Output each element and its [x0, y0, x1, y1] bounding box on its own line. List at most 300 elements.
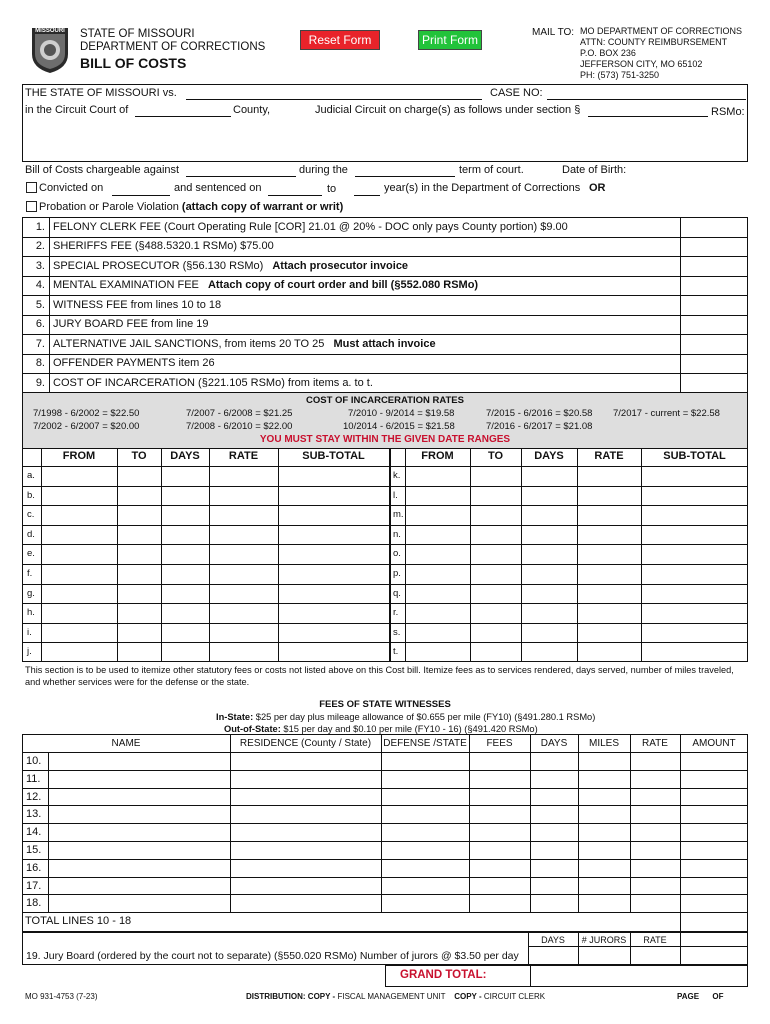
state-vs-label: THE STATE OF MISSOURI vs.	[25, 87, 177, 99]
jury-line-19: 19. Jury Board (ordered by the court not to separate) (§550.020 RSMo) Number of jurors @ $3.50 per day	[26, 950, 519, 962]
inc-cell-field[interactable]	[279, 624, 388, 642]
inc-col-header: SUB-TOTAL	[663, 450, 726, 462]
inc-cell-field[interactable]	[162, 506, 208, 524]
copy-label-2: COPY -	[454, 992, 482, 1001]
fee-item-label	[50, 357, 215, 369]
witness-cell-field[interactable]	[631, 806, 679, 822]
inc-cell-field[interactable]	[210, 506, 277, 524]
inc-cell-field[interactable]	[406, 643, 469, 661]
probation-row	[26, 201, 343, 213]
inc-cell-field[interactable]	[210, 585, 277, 603]
witness-cell-field[interactable]	[531, 753, 577, 769]
grand-total-field[interactable]	[532, 966, 747, 986]
jury-jurors-field[interactable]	[579, 947, 629, 964]
witness-cell-field[interactable]	[531, 806, 577, 822]
fee-item-row	[24, 237, 681, 257]
inc-row-letter: n.	[393, 528, 401, 540]
witness-cell-field[interactable]	[49, 895, 229, 911]
inc-cell-field[interactable]	[118, 467, 160, 485]
fee-item-note: Attach copy of court order and bill (§552.080 RSMo)	[207, 279, 479, 292]
inc-cell-field[interactable]	[162, 487, 208, 505]
inc-cell-field[interactable]	[471, 604, 520, 622]
inc-cell-field[interactable]	[162, 624, 208, 642]
fiscal-unit: FISCAL MANAGEMENT UNIT	[337, 992, 446, 1001]
witness-row-number: 12.	[26, 790, 42, 803]
witness-cell-field[interactable]	[49, 806, 229, 822]
mail-to-label: MAIL TO:	[532, 27, 575, 38]
witness-cell-field[interactable]	[49, 824, 229, 840]
inc-cell-field[interactable]	[642, 624, 747, 642]
rate-4: 7/2008 - 6/2010 = $22.00	[186, 421, 293, 432]
outstate-text: $15 per day and $0.10 per mile (FY10 - 16) (§491.420 RSMo)	[283, 724, 538, 734]
term-label: term of court.	[459, 164, 524, 176]
witness-cell-field[interactable]	[382, 860, 468, 876]
rate-3: 7/2007 - 6/2008 = $21.25	[186, 408, 293, 419]
print-form-button[interactable]: Print Form	[418, 30, 482, 50]
form-number: MO 931-4753 (7-23)	[25, 992, 98, 1001]
rsmo-label: RSMo:	[711, 106, 745, 118]
probation-checkbox[interactable]	[26, 201, 37, 212]
instate-line	[216, 712, 595, 722]
inc-cell-field[interactable]	[406, 604, 469, 622]
inc-cell-field[interactable]	[642, 565, 747, 583]
chargeable-field[interactable]	[186, 163, 296, 177]
witness-cell-field[interactable]	[579, 878, 629, 894]
fee-item-text: OFFENDER PAYMENTS item 26	[53, 357, 215, 370]
inc-cell-field[interactable]	[118, 526, 160, 544]
inc-row-letter: d.	[27, 528, 35, 540]
witness-row-number: 18.	[26, 897, 42, 910]
fee-item-amount-field[interactable]	[681, 374, 747, 392]
inc-col-header: TO	[487, 450, 504, 462]
witness-cell-field[interactable]	[531, 860, 577, 876]
inc-cell-field[interactable]	[118, 585, 160, 603]
sentenced-label: and sentenced on	[174, 182, 262, 194]
to-label: to	[327, 183, 337, 195]
during-label: during the	[299, 164, 348, 176]
inc-cell-field[interactable]	[642, 585, 747, 603]
witness-col-header: DAYS	[540, 738, 568, 749]
inc-cell-field[interactable]	[210, 467, 277, 485]
inc-cell-field[interactable]	[162, 604, 208, 622]
witness-cell-field[interactable]	[470, 842, 529, 858]
inc-cell-field[interactable]	[578, 526, 640, 544]
instate-label: In-State:	[216, 712, 254, 722]
witness-cell-field[interactable]	[681, 806, 747, 822]
witness-total-label: TOTAL LINES 10 - 18	[25, 915, 132, 928]
inc-cell-field[interactable]	[471, 506, 520, 524]
witness-total-field[interactable]	[681, 913, 747, 931]
inc-cell-field[interactable]	[522, 604, 576, 622]
witness-col-header: FEES	[486, 738, 513, 749]
section-field[interactable]	[588, 103, 708, 117]
inc-cell-field[interactable]	[522, 526, 576, 544]
years-label: year(s) in the Department of Corrections	[384, 182, 581, 194]
outstate-line	[224, 724, 538, 734]
inc-cell-field[interactable]	[578, 545, 640, 563]
inc-col-header: RATE	[594, 450, 624, 462]
fee-item-label	[50, 260, 408, 272]
inc-cell-field[interactable]	[522, 565, 576, 583]
inc-cell-field[interactable]	[642, 506, 747, 524]
reset-form-button[interactable]: Reset Form	[300, 30, 380, 50]
inc-cell-field[interactable]	[162, 643, 208, 661]
witness-cell-field[interactable]	[382, 789, 468, 805]
witness-row-number: 17.	[26, 879, 42, 892]
inc-col-header: FROM	[62, 450, 96, 462]
rates-title: COST OF INCARCERATION RATES	[306, 395, 464, 406]
inc-cell-field[interactable]	[42, 624, 116, 642]
witness-col-header: MILES	[588, 738, 619, 749]
witness-cell-field[interactable]	[382, 824, 468, 840]
fee-item-amount-field[interactable]	[681, 316, 747, 334]
circuit-clerk: CIRCUIT CLERK	[483, 992, 546, 1001]
header-dept: DEPARTMENT OF CORRECTIONS	[80, 41, 266, 53]
inc-cell-field[interactable]	[471, 643, 520, 661]
inc-row-letter: m.	[393, 509, 404, 521]
witness-cell-field[interactable]	[579, 860, 629, 876]
inc-cell-field[interactable]	[279, 487, 388, 505]
witness-cell-field[interactable]	[531, 824, 577, 840]
fee-item-row	[24, 295, 681, 315]
witness-cell-field[interactable]	[681, 789, 747, 805]
inc-cell-field[interactable]	[642, 526, 747, 544]
inc-col-header: TO	[131, 450, 147, 462]
inc-cell-field[interactable]	[42, 506, 116, 524]
inc-cell-field[interactable]	[118, 604, 160, 622]
witness-cell-field[interactable]	[231, 753, 380, 769]
grand-total-label: GRAND TOTAL:	[400, 969, 487, 981]
inc-cell-field[interactable]	[42, 585, 116, 603]
inc-cell-field[interactable]	[279, 604, 388, 622]
witness-cell-field[interactable]	[531, 895, 577, 911]
inc-cell-field[interactable]	[578, 643, 640, 661]
witness-cell-field[interactable]	[579, 842, 629, 858]
witness-cell-field[interactable]	[579, 771, 629, 787]
inc-cell-field[interactable]	[522, 624, 576, 642]
jury-amount-field[interactable]	[681, 933, 747, 964]
term-field[interactable]	[355, 163, 455, 177]
witness-col-header: RATE	[642, 738, 668, 749]
inc-cell-field[interactable]	[42, 467, 116, 485]
distribution	[246, 992, 545, 1001]
witness-cell-field[interactable]	[470, 753, 529, 769]
inc-cell-field[interactable]	[279, 565, 388, 583]
witness-cell-field[interactable]	[579, 789, 629, 805]
inc-cell-field[interactable]	[578, 565, 640, 583]
inc-cell-field[interactable]	[162, 467, 208, 485]
witness-col-header: RESIDENCE (County / State)	[239, 738, 372, 749]
fee-item-text: MENTAL EXAMINATION FEE	[53, 279, 199, 292]
witness-cell-field[interactable]	[579, 753, 629, 769]
inc-cell-field[interactable]	[279, 506, 388, 524]
fee-item-label	[50, 318, 208, 330]
inc-cell-field[interactable]	[522, 643, 576, 661]
inc-cell-field[interactable]	[42, 604, 116, 622]
fee-item-label	[50, 299, 221, 311]
witness-cell-field[interactable]	[631, 789, 679, 805]
inc-cell-field[interactable]	[279, 643, 388, 661]
inc-cell-field[interactable]	[118, 545, 160, 563]
fee-item-amount-field[interactable]	[681, 335, 747, 353]
inc-cell-field[interactable]	[406, 487, 469, 505]
inc-cell-field[interactable]	[471, 545, 520, 563]
inc-cell-field[interactable]	[42, 545, 116, 563]
inc-cell-field[interactable]	[522, 467, 576, 485]
inc-cell-field[interactable]	[406, 526, 469, 544]
witness-cell-field[interactable]	[470, 895, 529, 911]
inc-cell-field[interactable]	[522, 487, 576, 505]
fee-item-number: 7.	[24, 334, 50, 354]
mail-line: ATTN: COUNTY REIMBURSEMENT	[580, 37, 728, 47]
witness-cell-field[interactable]	[382, 895, 468, 911]
witness-cell-field[interactable]	[681, 842, 747, 858]
fee-item-number: 6.	[24, 315, 50, 335]
witness-cell-field[interactable]	[382, 771, 468, 787]
witness-cell-field[interactable]	[382, 806, 468, 822]
convicted-date-field[interactable]	[112, 182, 170, 196]
witness-cell-field[interactable]	[231, 895, 380, 911]
witness-cell-field[interactable]	[470, 878, 529, 894]
fee-item-amount-field[interactable]	[681, 257, 747, 275]
witness-cell-field[interactable]	[231, 771, 380, 787]
witness-cell-field[interactable]	[681, 878, 747, 894]
defendant-name-field[interactable]	[186, 86, 482, 100]
inc-cell-field[interactable]	[471, 487, 520, 505]
inc-cell-field[interactable]	[406, 545, 469, 563]
inc-cell-field[interactable]	[279, 585, 388, 603]
convicted-label: Convicted on	[39, 182, 104, 194]
witness-cell-field[interactable]	[231, 824, 380, 840]
inc-cell-field[interactable]	[279, 467, 388, 485]
witness-cell-field[interactable]	[49, 771, 229, 787]
years-field[interactable]	[354, 182, 380, 196]
witness-cell-field[interactable]	[631, 895, 679, 911]
witness-col-header: AMOUNT	[692, 738, 736, 749]
witness-cell-field[interactable]	[470, 789, 529, 805]
inc-cell-field[interactable]	[522, 585, 576, 603]
case-no-label: CASE NO:	[490, 87, 543, 99]
witness-cell-field[interactable]	[579, 824, 629, 840]
inc-cell-field[interactable]	[42, 565, 116, 583]
inc-cell-field[interactable]	[471, 585, 520, 603]
probation-label: Probation or Parole Violation	[39, 201, 179, 213]
witness-cell-field[interactable]	[49, 753, 229, 769]
witness-cell-field[interactable]	[382, 753, 468, 769]
rate-7: 7/2015 - 6/2016 = $20.58	[486, 408, 593, 419]
itemize-note: This section is to be used to itemize other statutory fees or costs not listed above on this Cost bill. Itemize fees as to services rendered, days served, number of miles traveled, and whether services were for the defense or the state.	[25, 665, 734, 687]
witness-cell-field[interactable]	[49, 789, 229, 805]
witness-cell-field[interactable]	[382, 878, 468, 894]
inc-cell-field[interactable]	[406, 506, 469, 524]
witness-cell-field[interactable]	[681, 824, 747, 840]
witness-cell-field[interactable]	[531, 878, 577, 894]
inc-cell-field[interactable]	[522, 506, 576, 524]
inc-cell-field[interactable]	[210, 545, 277, 563]
witness-cell-field[interactable]	[681, 771, 747, 787]
inc-col-header: DAYS	[170, 450, 200, 462]
county-label: County,	[233, 104, 271, 116]
inc-row-letter: b.	[27, 489, 35, 501]
inc-cell-field[interactable]	[210, 604, 277, 622]
form-title: BILL OF COSTS	[80, 55, 187, 71]
inc-col-header: FROM	[421, 450, 454, 462]
inc-row-letter: k.	[393, 470, 401, 481]
state-seal	[28, 24, 72, 74]
probation-note: (attach copy of warrant or writ)	[181, 201, 344, 213]
inc-col-header: DAYS	[534, 450, 564, 462]
witness-col-header: DEFENSE /STATE	[383, 738, 467, 749]
witness-cell-field[interactable]	[631, 771, 679, 787]
seal-text: MISSOURI	[35, 28, 65, 34]
inc-cell-field[interactable]	[642, 604, 747, 622]
fee-item-label	[50, 279, 478, 291]
witness-cell-field[interactable]	[579, 895, 629, 911]
jury-rate-header: RATE	[643, 935, 667, 945]
inc-cell-field[interactable]	[642, 467, 747, 485]
inc-cell-field[interactable]	[210, 565, 277, 583]
charges-field[interactable]	[26, 120, 744, 158]
inc-row-letter: p.	[393, 568, 401, 579]
inc-cell-field[interactable]	[406, 585, 469, 603]
inc-cell-field[interactable]	[578, 487, 640, 505]
inc-cell-field[interactable]	[118, 506, 160, 524]
inc-cell-field[interactable]	[162, 526, 208, 544]
mail-line: P.O. BOX 236	[580, 48, 636, 58]
witness-cell-field[interactable]	[681, 753, 747, 769]
inc-cell-field[interactable]	[279, 545, 388, 563]
witness-cell-field[interactable]	[631, 842, 679, 858]
inc-col-header: SUB-TOTAL	[302, 450, 365, 462]
inc-cell-field[interactable]	[210, 624, 277, 642]
inc-cell-field[interactable]	[522, 545, 576, 563]
witness-cell-field[interactable]	[231, 860, 380, 876]
judicial-label: Judicial Circuit on charge(s) as follows under section §	[315, 104, 581, 116]
outstate-label: Out-of-State:	[224, 724, 281, 734]
inc-cell-field[interactable]	[118, 487, 160, 505]
inc-cell-field[interactable]	[279, 526, 388, 544]
rate-5: 7/2010 - 9/2014 = $19.58	[348, 408, 455, 419]
mail-line: JEFFERSON CITY, MO 65102	[580, 59, 703, 69]
inc-cell-field[interactable]	[118, 565, 160, 583]
inc-cell-field[interactable]	[471, 624, 520, 642]
witness-cell-field[interactable]	[470, 771, 529, 787]
witness-cell-field[interactable]	[231, 789, 380, 805]
inc-cell-field[interactable]	[118, 643, 160, 661]
rate-1: 7/1998 - 6/2002 = $22.50	[33, 408, 140, 419]
witness-cell-field[interactable]	[579, 806, 629, 822]
rate-8: 7/2016 - 6/2017 = $21.08	[486, 421, 593, 432]
witness-cell-field[interactable]	[49, 878, 229, 894]
chargeable-label: Bill of Costs chargeable against	[25, 164, 180, 176]
inc-cell-field[interactable]	[210, 526, 277, 544]
inc-cell-field[interactable]	[642, 487, 747, 505]
witness-cell-field[interactable]	[631, 753, 679, 769]
fee-item-row	[24, 373, 681, 393]
inc-cell-field[interactable]	[578, 604, 640, 622]
witness-cell-field[interactable]	[231, 806, 380, 822]
inc-cell-field[interactable]	[406, 467, 469, 485]
inc-cell-field[interactable]	[642, 643, 747, 661]
inc-row-letter: c.	[27, 509, 35, 521]
witness-cell-field[interactable]	[681, 860, 747, 876]
witness-cell-field[interactable]	[531, 842, 577, 858]
witness-cell-field[interactable]	[531, 789, 577, 805]
inc-cell-field[interactable]	[406, 565, 469, 583]
inc-cell-field[interactable]	[471, 526, 520, 544]
witness-cell-field[interactable]	[631, 878, 679, 894]
fee-item-amount-field[interactable]	[681, 296, 747, 314]
county-field[interactable]	[135, 103, 231, 117]
inc-row-letter: a.	[27, 470, 35, 481]
fee-item-text: ALTERNATIVE JAIL SANCTIONS, from items 20 TO 25	[53, 337, 325, 350]
inc-cell-field[interactable]	[118, 624, 160, 642]
witness-cell-field[interactable]	[382, 842, 468, 858]
inc-row-letter: o.	[393, 548, 401, 560]
inc-cell-field[interactable]	[578, 624, 640, 642]
inc-cell-field[interactable]	[578, 585, 640, 603]
inc-cell-field[interactable]	[162, 565, 208, 583]
inc-row-letter: r.	[393, 607, 399, 619]
rate-9: 7/2017 - current = $22.58	[613, 408, 720, 419]
fee-item-amount-field[interactable]	[681, 277, 747, 295]
fee-item-number: 3.	[24, 256, 50, 276]
fee-item-amount-field[interactable]	[681, 218, 747, 236]
inc-cell-field[interactable]	[42, 526, 116, 544]
witness-cell-field[interactable]	[49, 842, 229, 858]
fee-item-amount-field[interactable]	[681, 238, 747, 256]
fee-item-label	[50, 377, 373, 389]
inc-cell-field[interactable]	[642, 545, 747, 563]
witness-cell-field[interactable]	[231, 842, 380, 858]
fee-item-note: Attach prosecutor invoice	[272, 259, 409, 272]
inc-cell-field[interactable]	[578, 506, 640, 524]
jury-days-field[interactable]	[529, 947, 578, 964]
witness-cell-field[interactable]	[470, 824, 529, 840]
witness-cell-field[interactable]	[631, 824, 679, 840]
witness-cell-field[interactable]	[470, 860, 529, 876]
witness-cell-field[interactable]	[470, 806, 529, 822]
inc-cell-field[interactable]	[471, 467, 520, 485]
inc-cell-field[interactable]	[578, 467, 640, 485]
inc-row-letter: l.	[393, 489, 398, 501]
witness-row-number: 11.	[26, 772, 41, 785]
inc-cell-field[interactable]	[471, 565, 520, 583]
convicted-checkbox[interactable]	[26, 182, 37, 193]
inc-row-letter: e.	[27, 548, 35, 560]
inc-cell-field[interactable]	[210, 487, 277, 505]
inc-row-letter: q.	[393, 587, 401, 599]
rate-6: 10/2014 - 6/2015 = $21.58	[343, 421, 455, 432]
fee-item-amount-field[interactable]	[681, 355, 747, 373]
inc-cell-field[interactable]	[162, 545, 208, 563]
inc-cell-field[interactable]	[162, 585, 208, 603]
fee-item-text: COST OF INCARCERATION (§221.105 RSMo) from items a. to t.	[53, 376, 373, 389]
inc-cell-field[interactable]	[42, 487, 116, 505]
witness-cell-field[interactable]	[631, 860, 679, 876]
witness-cell-field[interactable]	[231, 878, 380, 894]
fee-item-label	[50, 221, 568, 233]
witness-cell-field[interactable]	[681, 895, 747, 911]
fee-item-row	[24, 315, 681, 335]
witness-cell-field[interactable]	[531, 771, 577, 787]
inc-cell-field[interactable]	[42, 643, 116, 661]
sentenced-date-field[interactable]	[268, 182, 322, 196]
witness-cell-field[interactable]	[49, 860, 229, 876]
inc-cell-field[interactable]	[406, 624, 469, 642]
inc-cell-field[interactable]	[210, 643, 277, 661]
case-no-field[interactable]	[547, 86, 746, 100]
